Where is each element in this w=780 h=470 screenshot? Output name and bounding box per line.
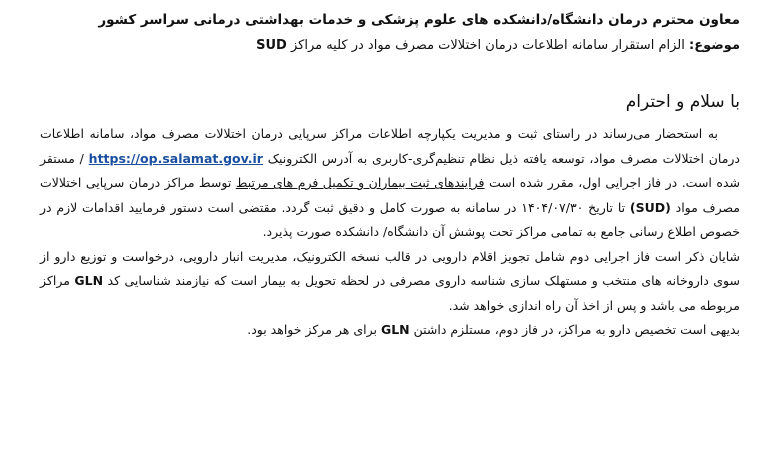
paragraph-intro — [40, 122, 740, 245]
gln-code: GLN — [380, 322, 410, 337]
paragraph-intro-underlined: فرایندهای ثبت بیماران و تکمیل فرم های مرتبط — [235, 175, 485, 190]
paragraph-allocation-part1: بدیهی است تخصیص دارو به مراکز، در فاز دوم، مستلزم داشتن — [413, 322, 740, 337]
paragraph-phase-two-part2: مراکز مربوطه می باشد و پس از اخذ آن راه اندازی خواهد شد. — [40, 273, 740, 313]
paragraph-intro-part3: توسط مراکز درمان سرپایی اختلالات مصرف مواد — [40, 175, 740, 215]
paragraph-phase-two — [40, 245, 740, 319]
subject-abbr: SUD — [256, 38, 287, 53]
gln-code: GLN — [74, 273, 104, 288]
letter-addressee: معاون محترم درمان دانشگاه/دانشکده های علوم پزشکی و خدمات بهداشتی درمانی سراسر کشور — [98, 12, 740, 28]
subject-text: الزام استقرار سامانه اطلاعات درمان اختلالات مصرف مواد در کلیه مراکز — [290, 38, 685, 53]
paragraph-allocation — [40, 318, 740, 343]
paragraph-phase-two-part1: شایان ذکر است فاز اجرایی دوم شامل تجویز اقلام دارویی در قالب نسخه الکترونیک، مدیریت انبار دارویی، درخواست و توزیع دارو از سوی داروخانه های منتخب و مستهلک سازی شناسه داروی مصرفی در لحظه تحویل به بیمار است که نیازمند شناسایی کد — [40, 248, 740, 288]
letter-subject — [40, 34, 740, 58]
subject-label: موضوع: — [689, 38, 740, 53]
paragraph-intro-part1: به استحضار می‌رساند در راستای ثبت و مدیریت یکپارچه اطلاعات مراکز سرپایی درمان اختلالات مصرف مواد، سامانه اطلاعات درمان اختلالات مصرف مواد، توسعه یافته ذیل نظام تنظیم‌گری-کاربری به آدرس الکترونیک — [40, 126, 741, 166]
paragraph-intro-abbr: (SUD) — [629, 199, 671, 215]
paragraph-intro-part2: / مستقر شده است. در فاز اجرایی اول، مقرر شده است — [40, 150, 740, 190]
paragraph-intro-part4: تا تاریخ ۱۴۰۴/۰۷/۳۰ در سامانه به صورت کامل و دقیق ثبت گردد. مقتضی است دستور فرمایید اقدامات لازم در خصوص اطلاع رسانی جامع به تمامی مراکز تحت پوشش آن دانشگاه/ دانشکده صورت پذیرد. — [40, 199, 740, 239]
paragraph-allocation-part2: برای هر مرکز خواهد بود. — [247, 322, 377, 337]
system-url-link[interactable]: https://op.salamat.gov.ir — [88, 150, 263, 166]
letter-greeting: با سلام و احترام — [625, 92, 740, 112]
